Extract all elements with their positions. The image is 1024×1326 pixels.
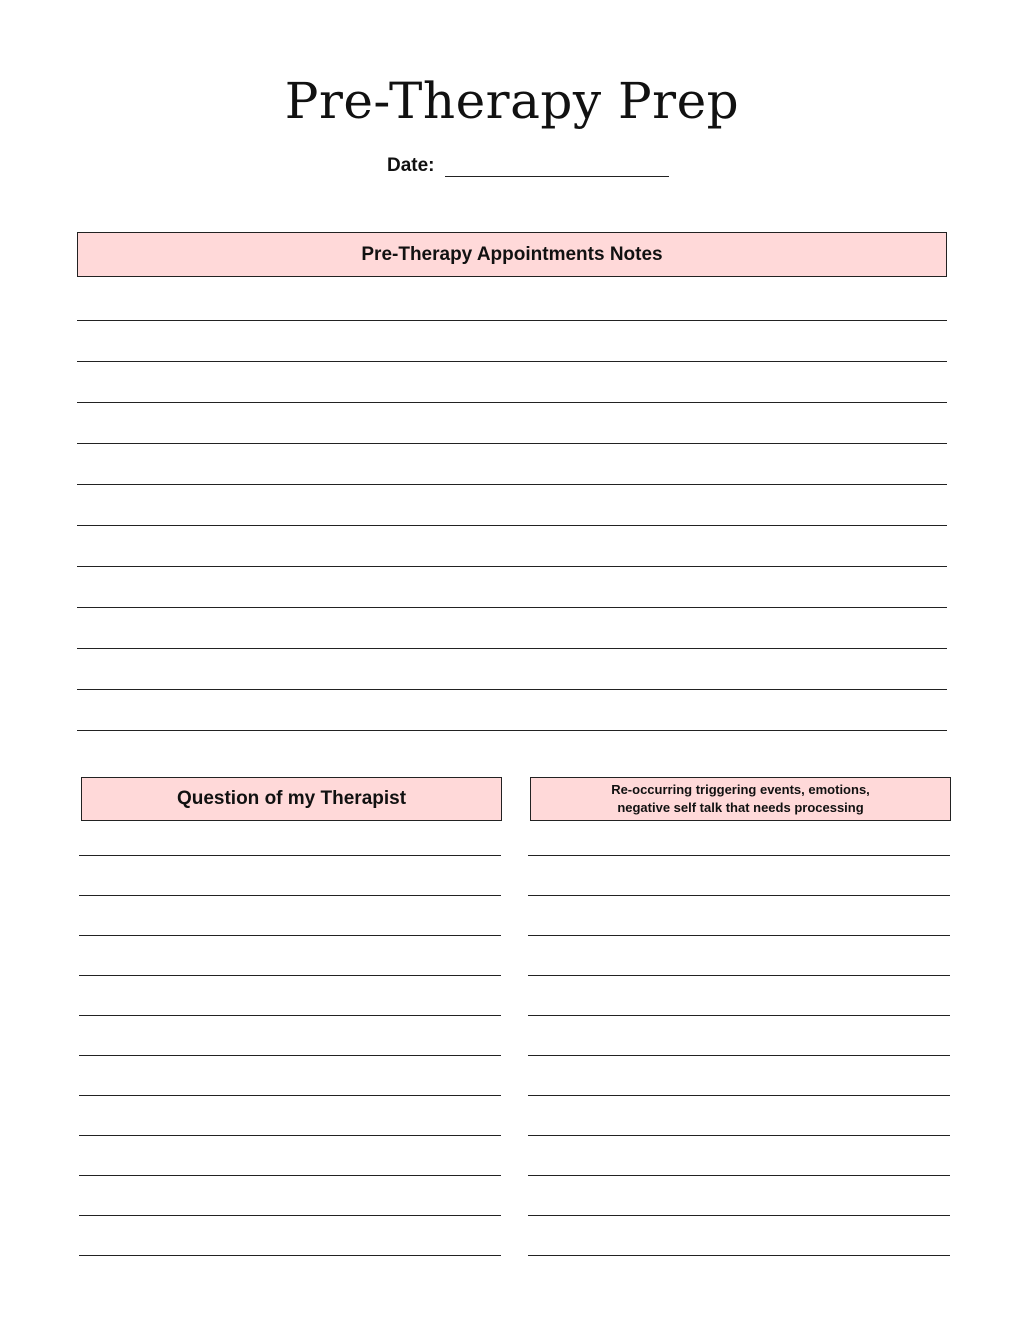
- questions-writing-line[interactable]: [79, 935, 501, 936]
- notes-writing-line[interactable]: [77, 689, 947, 690]
- triggers-writing-line[interactable]: [528, 935, 950, 936]
- notes-writing-line[interactable]: [77, 484, 947, 485]
- questions-writing-line[interactable]: [79, 975, 501, 976]
- notes-section-title: Pre-Therapy Appointments Notes: [361, 243, 663, 265]
- triggers-section-title-line2: negative self talk that needs processing: [617, 800, 864, 815]
- triggers-section-header: [530, 777, 951, 821]
- questions-writing-line[interactable]: [79, 855, 501, 856]
- questions-writing-line[interactable]: [79, 1255, 501, 1256]
- triggers-writing-line[interactable]: [528, 1055, 950, 1056]
- triggers-writing-line[interactable]: [528, 1015, 950, 1016]
- questions-section-title: Question of my Therapist: [176, 788, 407, 809]
- date-row: [387, 152, 669, 177]
- notes-writing-line[interactable]: [77, 320, 947, 321]
- questions-writing-line[interactable]: [79, 1095, 501, 1096]
- questions-writing-line[interactable]: [79, 1055, 501, 1056]
- questions-writing-line[interactable]: [79, 895, 501, 896]
- notes-writing-line[interactable]: [77, 443, 947, 444]
- triggers-writing-line[interactable]: [528, 855, 950, 856]
- notes-writing-line[interactable]: [77, 566, 947, 567]
- questions-section-header: [81, 777, 502, 821]
- notes-section-header: [77, 232, 947, 277]
- notes-writing-line[interactable]: [77, 525, 947, 526]
- notes-writing-line[interactable]: [77, 648, 947, 649]
- triggers-writing-line[interactable]: [528, 1095, 950, 1096]
- questions-writing-line[interactable]: [79, 1015, 501, 1016]
- questions-writing-line[interactable]: [79, 1215, 501, 1216]
- triggers-writing-line[interactable]: [528, 1135, 950, 1136]
- triggers-writing-line[interactable]: [528, 975, 950, 976]
- notes-writing-line[interactable]: [77, 402, 947, 403]
- notes-writing-line[interactable]: [77, 607, 947, 608]
- triggers-writing-line[interactable]: [528, 1215, 950, 1216]
- triggers-writing-line[interactable]: [528, 1175, 950, 1176]
- date-label: Date:: [387, 155, 435, 176]
- triggers-section-title-line1: Re-occurring triggering events, emotions,: [611, 782, 870, 797]
- page-title: Pre-Therapy Prep: [284, 72, 740, 130]
- triggers-writing-line[interactable]: [528, 1255, 950, 1256]
- triggers-writing-line[interactable]: [528, 895, 950, 896]
- notes-writing-line[interactable]: [77, 730, 947, 731]
- questions-writing-line[interactable]: [79, 1135, 501, 1136]
- questions-writing-line[interactable]: [79, 1175, 501, 1176]
- notes-writing-line[interactable]: [77, 361, 947, 362]
- date-field[interactable]: [445, 152, 669, 177]
